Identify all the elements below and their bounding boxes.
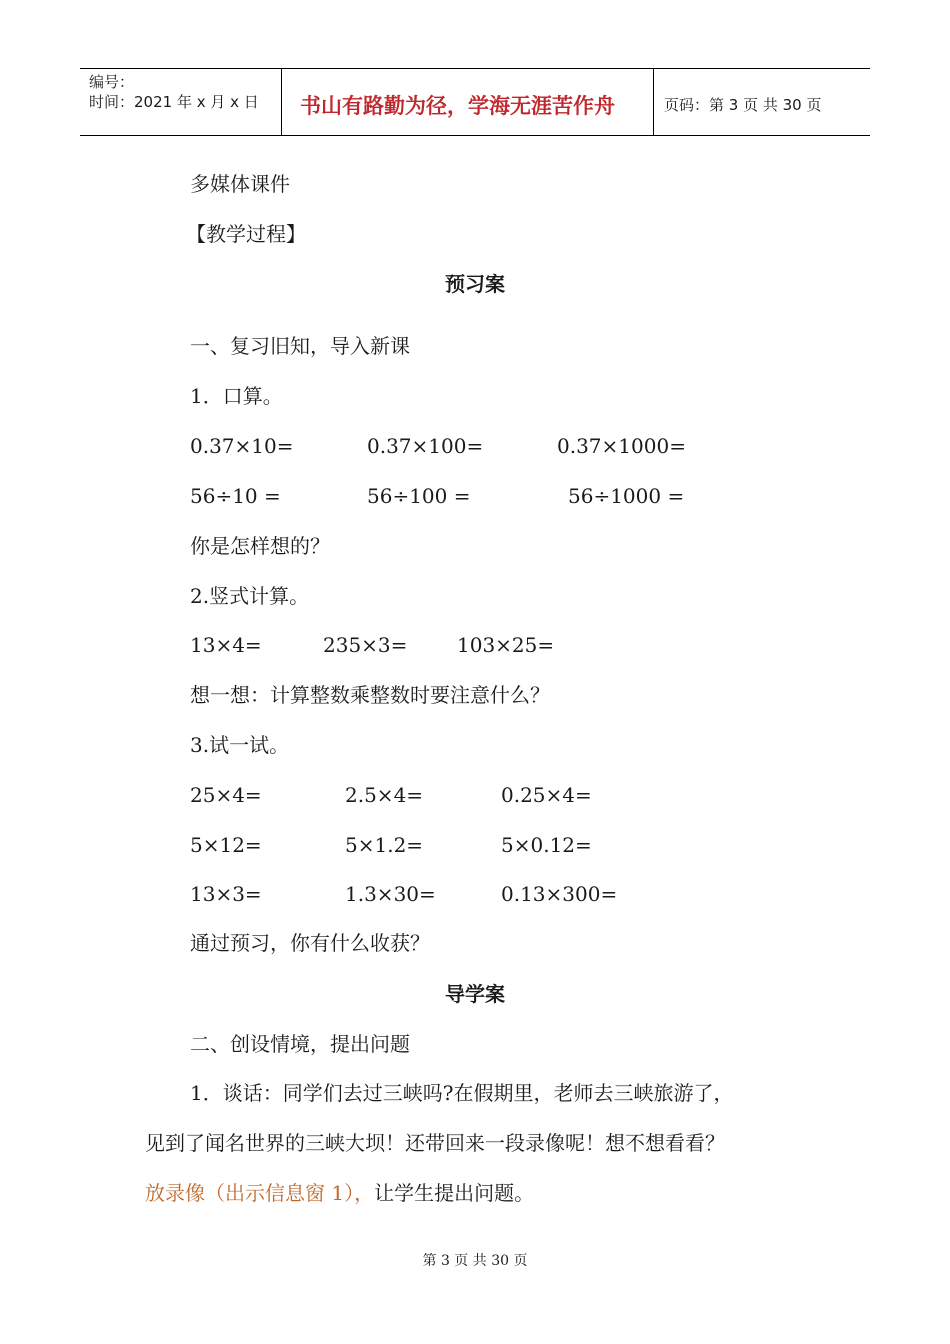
section-2-heading: 二、创设情境，提出问题 — [190, 1032, 410, 1056]
math-item: 5×1.2= — [345, 833, 424, 857]
talk-paragraph-line-2: 见到了闻名世界的三峡大坝！还带回来一段录像呢！想不想看看？ — [145, 1131, 725, 1155]
math-item: 5×0.12= — [501, 833, 592, 857]
math-item: 25×4= — [190, 783, 262, 807]
question-1-title: 1．口算。 — [190, 384, 283, 408]
talk-paragraph-line-1: 1．谈话：同学们去过三峡吗?在假期里，老师去三峡旅游了， — [190, 1081, 734, 1105]
question-1-ask: 你是怎样想的？ — [190, 534, 330, 558]
section-1-heading: 一、复习旧知，导入新课 — [190, 334, 410, 358]
math-item: 2.5×4= — [345, 783, 424, 807]
math-item: 56÷100 = — [367, 484, 471, 508]
math-item: 0.37×100= — [367, 434, 484, 458]
video-highlight: 放录像（出示信息窗 1）， — [145, 1181, 375, 1205]
math-item: 56÷1000 = — [568, 484, 685, 508]
header-motto-cell — [282, 69, 654, 135]
materials-text: 多媒体课件 — [190, 172, 290, 196]
doc-date-label: 时间：2021 年 x 月 x 日 — [89, 93, 259, 111]
math-item: 0.37×10= — [190, 434, 294, 458]
doc-number-label: 编号： — [89, 73, 135, 91]
header-page-info: 页码：第 3 页 共 30 页 — [664, 96, 822, 114]
math-item: 13×4= — [190, 633, 262, 657]
math-item: 1.3×30= — [345, 882, 436, 906]
math-item: 103×25= — [457, 633, 555, 657]
video-instruction — [145, 1183, 534, 1203]
guide-title: 导学案 — [445, 982, 505, 1006]
video-rest: 让学生提出问题。 — [374, 1181, 535, 1205]
page-footer: 第 3 页 共 30 页 — [422, 1253, 528, 1269]
math-item: 235×3= — [323, 633, 408, 657]
question-3-title: 3.试一试。 — [190, 733, 290, 757]
math-item: 5×12= — [190, 833, 262, 857]
math-item: 0.25×4= — [501, 783, 592, 807]
header-meta-cell — [80, 69, 282, 135]
header-page-cell — [654, 69, 870, 135]
math-item: 0.37×1000= — [557, 434, 686, 458]
math-item: 0.13×300= — [501, 882, 618, 906]
page-header — [80, 68, 870, 136]
math-item: 13×3= — [190, 882, 262, 906]
question-2-think: 想一想：计算整数乘整数时要注意什么？ — [190, 683, 550, 707]
math-item: 56÷10 = — [190, 484, 281, 508]
question-2-title: 2.竖式计算。 — [190, 584, 310, 608]
process-title: 【教学过程】 — [186, 222, 306, 246]
preview-title: 预习案 — [445, 272, 505, 296]
header-motto: 书山有路勤为径，学海无涯苦作舟 — [300, 94, 615, 118]
preview-gain-question: 通过预习，你有什么收获？ — [190, 931, 430, 955]
